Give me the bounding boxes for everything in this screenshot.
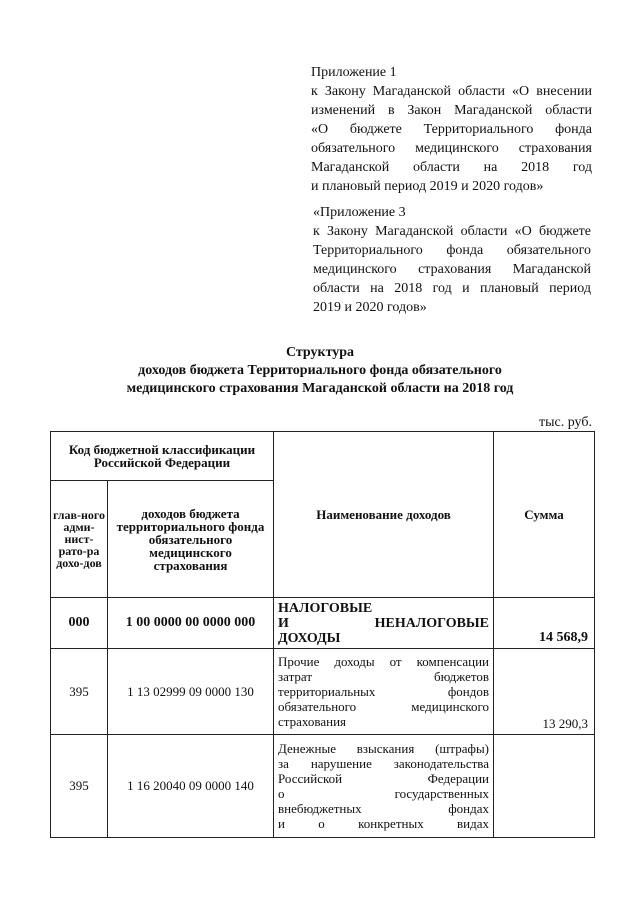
name-line: НАЛОГОВЫЕ — [278, 600, 373, 616]
name-line: территориальных фондов — [278, 684, 490, 699]
name-line: за нарушение законодательства — [278, 756, 490, 771]
header-chief-administrator: глав-ного адми-нист-рато-ра дохо-дов — [51, 481, 108, 598]
cell-income-code: 1 00 0000 00 0000 000 — [108, 598, 274, 649]
name-line: о государственных — [278, 786, 490, 801]
table-row — [51, 735, 595, 838]
appendix-1-line: Магаданской области на 2018 год — [311, 160, 592, 175]
appendix-1-line: Приложение 1 — [311, 65, 397, 80]
name-line: ДОХОДЫ — [278, 630, 341, 646]
appendix-3-note — [313, 203, 591, 317]
cell-income-code: 1 16 20040 09 0000 140 — [108, 735, 274, 838]
cell-sum: 13 290,3 — [494, 649, 595, 735]
table-row — [51, 649, 595, 735]
header-sum: Сумма — [494, 432, 595, 598]
name-line: и о конкретных видах — [278, 816, 490, 831]
name-line: Российской Федерации — [278, 771, 490, 786]
header-budget-classification-code: Код бюджетной классификации Российской Федерации — [51, 432, 274, 481]
name-line: Денежные взыскания (штрафы) — [278, 741, 490, 756]
appendix-1-note — [311, 63, 592, 196]
cell-admin-code: 000 — [51, 598, 108, 649]
cell-admin-code: 395 — [51, 735, 108, 838]
cell-admin-code: 395 — [51, 649, 108, 735]
table-row — [51, 598, 595, 649]
appendix-3-line: к Закону Магаданской области «О бюджете — [313, 224, 591, 239]
units-label: тыс. руб. — [539, 415, 592, 430]
appendix-1-line: обязательного медицинского страхования — [311, 141, 592, 156]
document-title — [60, 344, 580, 398]
cell-income-code: 1 13 02999 09 0000 130 — [108, 649, 274, 735]
appendix-3-line: медицинского страхования Магаданской — [313, 262, 591, 277]
appendix-3-line: Территориального фонда обязательного — [313, 243, 591, 258]
cell-income-name — [274, 735, 494, 838]
appendix-3-line: области на 2018 год и плановый период — [313, 281, 591, 296]
name-line: внебюджетных фондах — [278, 801, 490, 816]
appendix-3-line: 2019 и 2020 годов» — [313, 300, 427, 315]
title-line: доходов бюджета Территориального фонда обязательного — [138, 363, 502, 378]
name-line: И НЕНАЛОГОВЫЕ — [278, 615, 490, 631]
title-line: медицинского страхования Магаданской области на 2018 год — [126, 381, 514, 396]
appendix-1-line: «О бюджете Территориального фонда — [311, 122, 592, 137]
header-income-name: Наименование доходов — [274, 432, 494, 598]
appendix-1-line: к Закону Магаданской области «О внесении — [311, 84, 592, 99]
title-line: Структура — [285, 345, 355, 360]
name-line: обязательного медицинского — [278, 699, 490, 714]
appendix-1-line: изменений в Закон Магаданской области — [311, 103, 592, 118]
cell-sum: 14 568,9 — [494, 598, 595, 649]
header-income-code: доходов бюджета территориального фонда обязательного медицинского страхования — [108, 481, 274, 598]
name-line: страхования — [278, 714, 347, 729]
name-line: Прочие доходы от компенсации — [278, 654, 490, 669]
cell-income-name — [274, 649, 494, 735]
name-line: затрат бюджетов — [278, 669, 490, 684]
appendix-3-line: «Приложение 3 — [313, 205, 406, 220]
cell-sum — [494, 735, 595, 838]
income-structure-table — [50, 431, 595, 838]
appendix-1-line: и плановый период 2019 и 2020 годов» — [311, 179, 544, 194]
cell-income-name — [274, 598, 494, 649]
